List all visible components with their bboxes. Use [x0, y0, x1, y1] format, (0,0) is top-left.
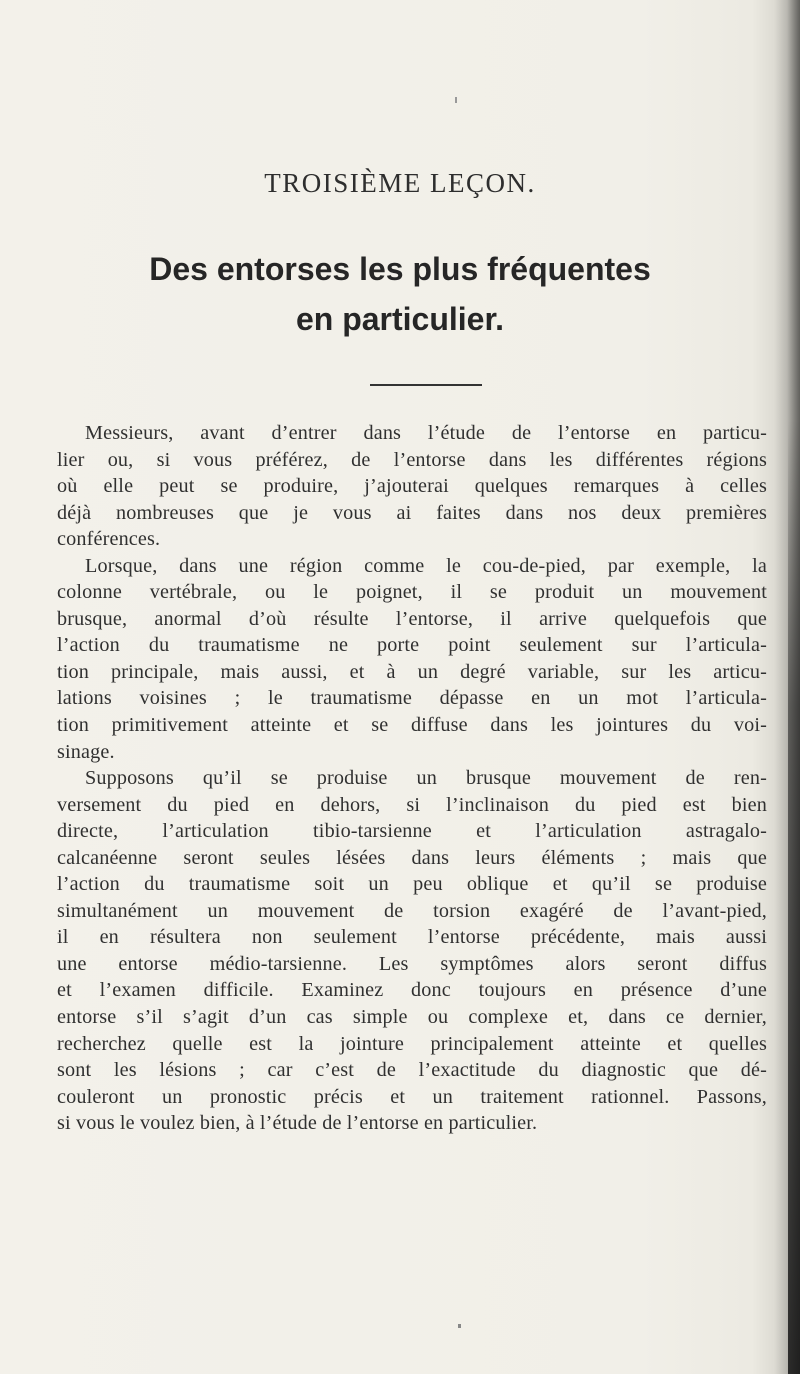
- title-line-2: en particulier.: [295, 301, 505, 337]
- text-line: Supposons qu’il se produise un brusque mouvement de ren-: [85, 767, 767, 790]
- title-line-1: Des entorses les plus fréquentes: [149, 251, 651, 287]
- body-text: [57, 420, 767, 1137]
- stray-mark: [455, 97, 457, 103]
- title-rule: [370, 384, 482, 386]
- text-line: recherchez quelle est la jointure principalement atteinte et quelles: [57, 1032, 767, 1055]
- text-line: et l’examen difficile. Examinez donc toujours en présence d’une: [57, 979, 767, 1002]
- text-line: l’action du traumatisme ne porte point seulement sur l’articula-: [57, 634, 767, 657]
- text-line: entorse s’il s’agit d’un cas simple ou complexe et, dans ce dernier,: [57, 1006, 767, 1029]
- text-line: si vous le voulez bien, à l’étude de l’entorse en particulier.: [57, 1112, 538, 1135]
- text-line: déjà nombreuses que je vous ai faites dans nos deux premières: [57, 501, 767, 524]
- text-line: Messieurs, avant d’entrer dans l’étude de l’entorse en particu-: [85, 422, 767, 444]
- text-line: où elle peut se produire, j’ajouterai quelques remarques à celles: [57, 475, 767, 498]
- text-line: calcanéenne seront seules lésées dans leurs éléments ; mais que: [57, 846, 767, 869]
- text-line: sinage.: [57, 740, 115, 763]
- text-line: directe, l’articulation tibio-tarsienne et l’articulation astragalo-: [57, 820, 767, 843]
- chapter-heading: TROISIÈME LEÇON.: [264, 168, 536, 198]
- text-line: sont les lésions ; car c’est de l’exactitude du diagnostic que dé-: [57, 1059, 767, 1082]
- text-line: une entorse médio-tarsienne. Les symptômes alors seront diffus: [57, 952, 767, 975]
- text-line: tion principale, mais aussi, et à un degré variable, sur les articu-: [57, 660, 767, 683]
- text-line: tion primitivement atteinte et se diffuse dans les jointures du voi-: [57, 714, 767, 737]
- page-edge-dark: [788, 420, 800, 1374]
- text-line: colonne vertébrale, ou le poignet, il se produit un mouvement: [57, 581, 767, 604]
- text-line: lations voisines ; le traumatisme dépasse en un mot l’articula-: [57, 687, 767, 710]
- text-line: il en résultera non seulement l’entorse précédente, mais aussi: [57, 926, 767, 949]
- text-line: lier ou, si vous préférez, de l’entorse dans les différentes régions: [57, 448, 767, 471]
- text-line: brusque, anormal d’où résulte l’entorse, il arrive quelquefois que: [57, 607, 767, 630]
- page-title: [0, 244, 800, 344]
- text-line: l’action du traumatisme soit un peu oblique et qu’il se produise: [57, 873, 767, 896]
- stray-dot: [458, 1324, 461, 1328]
- text-line: conférences.: [57, 528, 161, 551]
- text-line: Lorsque, dans une région comme le cou-de-pied, par exemple, la: [85, 554, 767, 577]
- text-line: simultanément un mouvement de torsion exagéré de l’avant-pied,: [57, 899, 767, 922]
- text-line: couleront un pronostic précis et un traitement rationnel. Passons,: [57, 1085, 767, 1108]
- text-line: versement du pied en dehors, si l’inclinaison du pied est bien: [57, 793, 767, 816]
